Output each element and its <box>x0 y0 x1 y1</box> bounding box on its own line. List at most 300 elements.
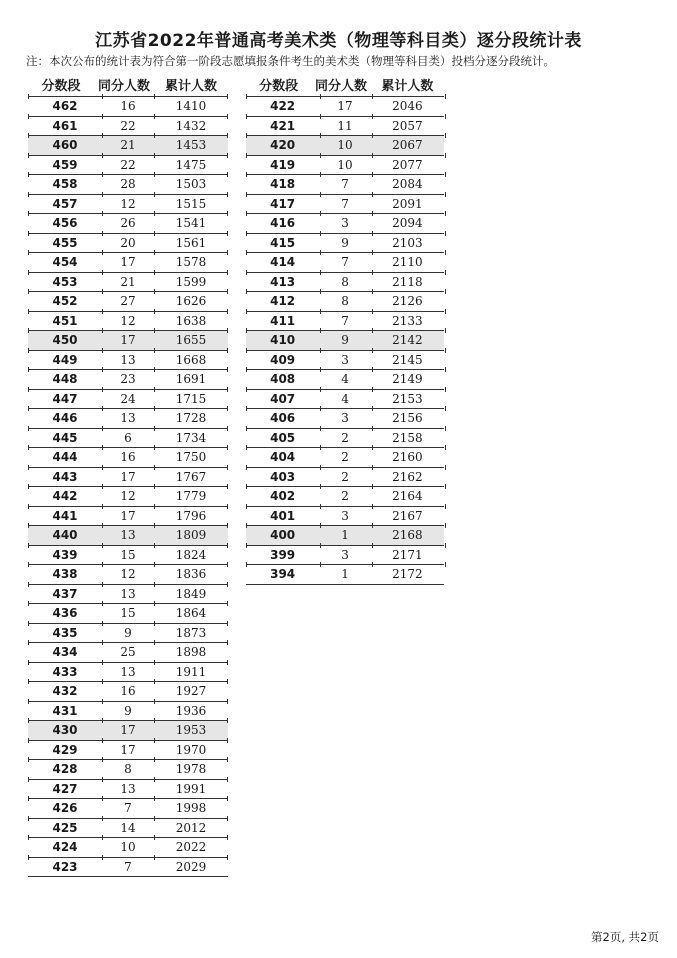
row-divider-tick <box>227 348 228 353</box>
score-table-left <box>28 72 228 877</box>
cumulative-cell: 1638 <box>175 313 207 328</box>
same-count-cell: 21 <box>120 274 136 289</box>
same-count-cell: 17 <box>120 333 136 348</box>
score-cell: 451 <box>52 313 78 328</box>
table-row <box>246 389 444 409</box>
row-divider-tick <box>320 465 321 470</box>
row-divider-tick <box>246 309 247 314</box>
cumulative-cell: 2029 <box>175 859 207 874</box>
table-row <box>246 486 444 506</box>
row-divider-tick <box>372 172 373 177</box>
row-divider-tick <box>102 835 103 840</box>
row-divider-tick <box>28 660 29 665</box>
row-divider-tick <box>320 114 321 119</box>
score-cell: 423 <box>52 859 78 874</box>
score-cell: 430 <box>52 723 78 738</box>
same-count-cell: 23 <box>120 372 136 387</box>
same-count-cell: 3 <box>341 216 349 231</box>
same-count-cell: 3 <box>341 508 349 523</box>
row-divider-tick <box>102 406 103 411</box>
score-cell: 454 <box>52 255 78 270</box>
cumulative-cell: 1779 <box>175 489 207 504</box>
row-divider-tick <box>154 153 155 158</box>
row-divider-tick <box>154 718 155 723</box>
row-divider-tick <box>154 289 155 294</box>
header-cumulative: 累计人数 <box>381 78 434 94</box>
row-divider-tick <box>28 250 29 255</box>
row-divider-tick <box>320 270 321 275</box>
row-divider-tick <box>372 270 373 275</box>
score-cell: 460 <box>52 138 78 153</box>
score-cell: 436 <box>52 606 78 621</box>
row-divider-tick <box>154 426 155 431</box>
table-row <box>246 135 444 155</box>
same-count-cell: 7 <box>341 196 349 211</box>
row-divider-tick <box>154 387 155 392</box>
row-divider-tick <box>28 133 29 138</box>
score-cell: 408 <box>270 372 296 387</box>
table-row <box>28 759 228 779</box>
cumulative-cell: 1998 <box>175 801 207 816</box>
table-row <box>246 213 444 233</box>
row-divider-tick <box>102 621 103 626</box>
row-divider-tick <box>227 133 228 138</box>
row-divider-tick <box>227 777 228 782</box>
cumulative-cell: 2012 <box>175 820 207 835</box>
cumulative-cell: 2164 <box>392 489 423 504</box>
same-count-cell: 14 <box>120 820 136 835</box>
cumulative-cell: 1541 <box>175 216 207 231</box>
same-count-cell: 17 <box>120 742 136 757</box>
row-divider-tick <box>227 309 228 314</box>
row-divider-tick <box>154 114 155 119</box>
table-row <box>246 564 444 584</box>
same-count-cell: 13 <box>120 781 136 796</box>
row-divider-tick <box>28 172 29 177</box>
cumulative-cell: 1953 <box>175 723 207 738</box>
row-divider-tick <box>154 367 155 372</box>
row-divider-tick <box>102 445 103 450</box>
table-row <box>28 720 228 740</box>
row-divider-tick <box>28 211 29 216</box>
cumulative-cell: 1991 <box>175 781 207 796</box>
row-divider-tick <box>372 426 373 431</box>
row-divider-tick <box>28 621 29 626</box>
score-cell: 431 <box>52 703 78 718</box>
score-cell: 402 <box>270 489 296 504</box>
same-count-cell: 15 <box>120 547 136 562</box>
row-divider-tick <box>102 504 103 509</box>
row-divider-tick <box>28 367 29 372</box>
row-divider-tick <box>320 172 321 177</box>
row-divider-tick <box>28 231 29 236</box>
score-cell: 437 <box>52 586 78 601</box>
table-row <box>28 681 228 701</box>
cumulative-cell: 1824 <box>175 547 207 562</box>
score-cell: 441 <box>52 508 78 523</box>
row-divider-tick <box>372 406 373 411</box>
row-divider-tick <box>154 172 155 177</box>
score-cell: 452 <box>52 294 78 309</box>
cumulative-cell: 1728 <box>175 411 207 426</box>
cumulative-cell: 2160 <box>392 450 423 465</box>
table-row <box>246 233 444 253</box>
cumulative-cell: 2162 <box>392 469 423 484</box>
row-divider-tick <box>28 192 29 197</box>
row-divider-tick <box>320 211 321 216</box>
same-count-cell: 20 <box>120 235 136 250</box>
header-score: 分数段 <box>259 78 299 94</box>
cumulative-cell: 2168 <box>392 528 423 543</box>
same-count-cell: 12 <box>120 196 136 211</box>
same-count-cell: 17 <box>120 469 136 484</box>
score-cell: 428 <box>52 762 78 777</box>
same-count-cell: 11 <box>337 118 353 133</box>
score-cell: 446 <box>52 411 78 426</box>
row-divider-tick <box>154 816 155 821</box>
same-count-cell: 10 <box>120 840 136 855</box>
score-cell: 404 <box>270 450 296 465</box>
cumulative-cell: 1970 <box>175 742 207 757</box>
score-cell: 427 <box>52 781 78 796</box>
row-divider-tick <box>102 250 103 255</box>
row-divider-tick <box>445 406 446 411</box>
table-row <box>246 447 444 467</box>
row-divider-tick <box>227 679 228 684</box>
row-divider-tick <box>154 406 155 411</box>
row-divider-tick <box>102 855 103 860</box>
row-divider-tick <box>246 348 247 353</box>
table-row <box>28 135 228 155</box>
table-row <box>246 506 444 526</box>
score-cell: 439 <box>52 547 78 562</box>
row-divider-tick <box>28 738 29 743</box>
same-count-cell: 10 <box>337 138 353 153</box>
table-row <box>28 467 228 487</box>
row-divider-tick <box>28 601 29 606</box>
same-count-cell: 13 <box>120 352 136 367</box>
cumulative-cell: 1655 <box>175 333 207 348</box>
score-cell: 438 <box>52 567 78 582</box>
table-row <box>246 350 444 370</box>
row-divider-tick <box>102 328 103 333</box>
cumulative-cell: 2118 <box>392 274 423 289</box>
table-row <box>28 252 228 272</box>
score-cell: 455 <box>52 235 78 250</box>
row-divider-tick <box>28 543 29 548</box>
row-divider-tick <box>102 679 103 684</box>
score-cell: 422 <box>270 99 296 114</box>
table-body-right <box>246 96 444 585</box>
table-row <box>28 701 228 721</box>
row-divider-tick <box>320 543 321 548</box>
score-cell: 417 <box>270 196 296 211</box>
row-divider-tick <box>445 562 446 567</box>
score-cell: 421 <box>270 118 296 133</box>
cumulative-cell: 2153 <box>392 391 423 406</box>
row-divider-tick <box>246 406 247 411</box>
row-divider-tick <box>28 270 29 275</box>
row-divider-tick <box>28 406 29 411</box>
row-divider-tick <box>246 270 247 275</box>
row-divider-tick <box>445 328 446 333</box>
same-count-cell: 9 <box>341 333 349 348</box>
table-row <box>28 389 228 409</box>
row-divider-tick <box>28 309 29 314</box>
row-divider-tick <box>246 523 247 528</box>
header-same-count: 同分人数 <box>97 78 150 94</box>
table-row <box>28 779 228 799</box>
score-cell: 413 <box>270 274 296 289</box>
row-divider-tick <box>372 445 373 450</box>
row-divider-tick <box>246 445 247 450</box>
row-divider-tick <box>28 94 29 99</box>
row-divider-tick <box>227 738 228 743</box>
cumulative-cell: 2171 <box>392 547 423 562</box>
row-divider-tick <box>154 738 155 743</box>
table-row <box>28 818 228 838</box>
row-divider-tick <box>227 211 228 216</box>
row-divider-tick <box>227 328 228 333</box>
cumulative-cell: 2149 <box>392 372 423 387</box>
table-row <box>28 408 228 428</box>
row-divider-tick <box>28 562 29 567</box>
cumulative-cell: 2094 <box>392 216 423 231</box>
row-divider-tick <box>372 328 373 333</box>
table-row <box>246 116 444 136</box>
table-row <box>246 369 444 389</box>
row-divider-tick <box>445 504 446 509</box>
score-cell: 432 <box>52 684 78 699</box>
row-divider-tick <box>320 153 321 158</box>
table-row <box>28 155 228 175</box>
same-count-cell: 13 <box>120 411 136 426</box>
row-divider-tick <box>320 426 321 431</box>
table-row <box>246 408 444 428</box>
table-row <box>28 116 228 136</box>
table-row <box>246 194 444 214</box>
same-count-cell: 2 <box>341 469 349 484</box>
row-divider-tick <box>246 250 247 255</box>
same-count-cell: 16 <box>120 450 136 465</box>
row-divider-tick <box>372 309 373 314</box>
row-divider-tick <box>246 504 247 509</box>
row-divider-tick <box>445 211 446 216</box>
cumulative-cell: 2167 <box>392 508 423 523</box>
row-divider-tick <box>154 445 155 450</box>
score-cell: 450 <box>52 333 78 348</box>
row-divider-tick <box>246 328 247 333</box>
row-divider-tick <box>227 250 228 255</box>
row-divider-tick <box>445 309 446 314</box>
row-divider-tick <box>102 367 103 372</box>
row-divider-tick <box>28 426 29 431</box>
row-divider-tick <box>246 172 247 177</box>
table-row <box>28 837 228 857</box>
cumulative-cell: 1691 <box>175 372 207 387</box>
row-divider-tick <box>227 582 228 587</box>
score-cell: 399 <box>270 547 296 562</box>
same-count-cell: 13 <box>120 664 136 679</box>
score-cell: 426 <box>52 801 78 816</box>
row-divider-tick <box>154 640 155 645</box>
table-row <box>28 330 228 350</box>
row-divider-tick <box>28 816 29 821</box>
table-row <box>246 174 444 194</box>
score-cell: 416 <box>270 216 296 231</box>
table-row <box>28 740 228 760</box>
row-divider-tick <box>320 192 321 197</box>
header-same-count: 同分人数 <box>315 78 368 94</box>
row-divider-tick <box>154 231 155 236</box>
score-cell: 443 <box>52 469 78 484</box>
cumulative-cell: 2077 <box>392 157 423 172</box>
same-count-cell: 28 <box>120 177 136 192</box>
row-divider-tick <box>227 718 228 723</box>
cumulative-cell: 1796 <box>175 508 207 523</box>
table-header <box>28 72 228 96</box>
score-cell: 420 <box>270 138 296 153</box>
cumulative-cell: 1561 <box>175 235 207 250</box>
row-divider-tick <box>227 94 228 99</box>
row-divider-tick <box>154 504 155 509</box>
cumulative-cell: 1767 <box>175 469 207 484</box>
row-divider-tick <box>372 250 373 255</box>
row-divider-tick <box>154 309 155 314</box>
same-count-cell: 26 <box>120 216 136 231</box>
row-divider-tick <box>445 231 446 236</box>
row-divider-tick <box>102 133 103 138</box>
row-divider-tick <box>154 270 155 275</box>
row-divider-tick <box>320 406 321 411</box>
row-divider-tick <box>320 133 321 138</box>
score-cell: 457 <box>52 196 78 211</box>
cumulative-cell: 1599 <box>175 274 207 289</box>
row-divider-tick <box>227 172 228 177</box>
row-divider-tick <box>102 640 103 645</box>
same-count-cell: 9 <box>341 235 349 250</box>
score-cell: 449 <box>52 352 78 367</box>
row-divider-tick <box>246 543 247 548</box>
table-row <box>28 545 228 565</box>
row-divider-tick <box>227 562 228 567</box>
row-divider-tick <box>372 211 373 216</box>
score-cell: 411 <box>270 313 296 328</box>
row-divider-tick <box>445 387 446 392</box>
row-divider-tick <box>445 348 446 353</box>
row-divider-tick <box>154 543 155 548</box>
page-number: 第2页, 共2页 <box>591 930 659 944</box>
row-divider-tick <box>102 387 103 392</box>
table-row <box>28 642 228 662</box>
row-divider-tick <box>102 582 103 587</box>
row-divider-tick <box>102 153 103 158</box>
row-divider-tick <box>154 250 155 255</box>
same-count-cell: 22 <box>120 118 136 133</box>
row-divider-tick <box>372 387 373 392</box>
score-cell: 410 <box>270 333 296 348</box>
table-row <box>28 291 228 311</box>
row-divider-tick <box>246 231 247 236</box>
table-row <box>28 662 228 682</box>
table-row <box>246 291 444 311</box>
row-divider-tick <box>227 289 228 294</box>
same-count-cell: 7 <box>341 255 349 270</box>
score-cell: 458 <box>52 177 78 192</box>
row-divider-tick <box>227 367 228 372</box>
same-count-cell: 17 <box>337 99 353 114</box>
same-count-cell: 7 <box>341 313 349 328</box>
row-divider-tick <box>102 172 103 177</box>
cumulative-cell: 2142 <box>392 333 423 348</box>
score-cell: 401 <box>270 508 296 523</box>
row-divider-tick <box>227 835 228 840</box>
row-divider-tick <box>102 114 103 119</box>
row-divider-tick <box>28 484 29 489</box>
cumulative-cell: 1432 <box>175 118 207 133</box>
row-divider-tick <box>154 757 155 762</box>
row-divider-tick <box>227 270 228 275</box>
row-divider-tick <box>102 484 103 489</box>
row-divider-tick <box>246 153 247 158</box>
header-score: 分数段 <box>41 78 81 94</box>
cumulative-cell: 1873 <box>175 625 207 640</box>
row-divider-tick <box>320 445 321 450</box>
row-divider-tick <box>102 718 103 723</box>
row-divider-tick <box>227 504 228 509</box>
row-divider-tick <box>28 835 29 840</box>
header-cumulative: 累计人数 <box>164 78 217 94</box>
row-divider-tick <box>372 523 373 528</box>
row-divider-tick <box>227 406 228 411</box>
same-count-cell: 9 <box>124 703 132 718</box>
row-divider-tick <box>102 757 103 762</box>
same-count-cell: 12 <box>120 313 136 328</box>
row-divider-tick <box>246 289 247 294</box>
row-divider-tick <box>28 153 29 158</box>
score-cell: 459 <box>52 157 78 172</box>
table-row <box>246 311 444 331</box>
table-row <box>28 447 228 467</box>
score-cell: 435 <box>52 625 78 640</box>
score-cell: 407 <box>270 391 296 406</box>
row-divider-tick <box>227 231 228 236</box>
row-divider-tick <box>102 562 103 567</box>
table-row <box>28 233 228 253</box>
cumulative-cell: 2126 <box>392 294 423 309</box>
row-divider-tick <box>246 94 247 99</box>
row-divider-tick <box>227 445 228 450</box>
cumulative-cell: 1809 <box>175 528 207 543</box>
row-divider-tick <box>102 94 103 99</box>
row-divider-tick <box>102 426 103 431</box>
table-row <box>28 174 228 194</box>
row-divider-tick <box>445 270 446 275</box>
same-count-cell: 3 <box>341 352 349 367</box>
row-divider-tick <box>372 153 373 158</box>
row-divider-tick <box>445 172 446 177</box>
table-row <box>246 155 444 175</box>
row-divider-tick <box>28 777 29 782</box>
row-divider-tick <box>372 367 373 372</box>
row-divider-tick <box>154 621 155 626</box>
row-divider-tick <box>320 94 321 99</box>
row-divider-tick <box>154 601 155 606</box>
same-count-cell: 7 <box>341 177 349 192</box>
same-count-cell: 9 <box>124 625 132 640</box>
same-count-cell: 3 <box>341 547 349 562</box>
row-divider-tick <box>246 133 247 138</box>
